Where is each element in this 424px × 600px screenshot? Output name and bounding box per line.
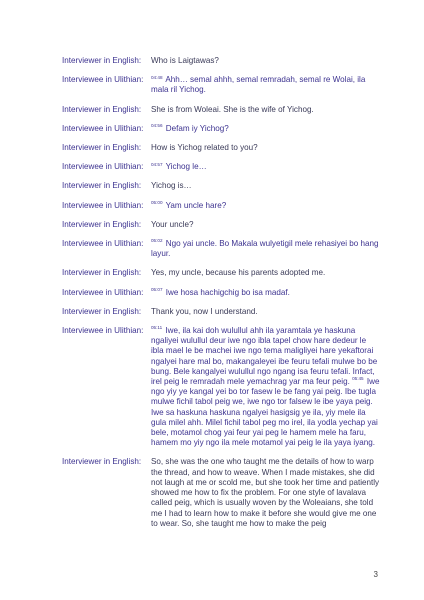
speech-text bbox=[151, 162, 380, 172]
speech-segment: Ahh… semal ahhh, semal remradah, semal re Wolai, ila mala ril Yichog. bbox=[151, 75, 366, 95]
speech-text bbox=[151, 201, 380, 211]
speaker-label: Interviewer in English: bbox=[62, 104, 142, 114]
speech-text bbox=[151, 181, 380, 191]
speech-text bbox=[151, 56, 380, 66]
speaker-label: Interviewee in Ulithian: bbox=[62, 123, 144, 133]
transcript-row bbox=[62, 162, 380, 172]
speech-text bbox=[151, 124, 380, 134]
speech-segment: Yam uncle hare? bbox=[165, 200, 227, 210]
timestamp: 04:57 bbox=[151, 161, 163, 167]
speech-segment: Iwe hosa hachigchig bo isa madaf. bbox=[165, 287, 290, 297]
speech-segment: Iwe, ila kai doh wulullul ahh ila yaramtala ye haskuna ngaliyei wulullul deur iwe ngo ibla tapel chow hare dedeur le ibla mael le be machei iwe ngo tema maligliyei hare yekaftorai ngalyei hare mal bo, makangaleyei ibe feuru tefali mulwe bo be bung. Bele kangalyei wulullul ngo ngang isa feuru tefali. Infact, irel peig le remradah mele yemachrag yar ma feur peig. bbox=[151, 326, 378, 387]
speaker-label: Interviewee in Ulithian: bbox=[62, 75, 144, 85]
speech-segment: She is from Woleai. She is the wife of Yichog. bbox=[151, 104, 314, 114]
speech-segment: Yes, my uncle, because his parents adopted me. bbox=[151, 268, 326, 278]
timestamp: 05:00 bbox=[151, 199, 163, 205]
speech-text bbox=[151, 220, 380, 230]
speaker-label: Interviewee in Ulithian: bbox=[62, 326, 144, 336]
speaker-label: Interviewer in English: bbox=[62, 268, 142, 278]
speech-segment: Defam iy Yichog? bbox=[165, 123, 229, 133]
transcript-row bbox=[62, 268, 380, 278]
transcript-row bbox=[62, 457, 380, 528]
speech-segment: Your uncle? bbox=[151, 219, 194, 229]
timestamp: 05:11 bbox=[151, 325, 163, 331]
timestamp: 05:07 bbox=[151, 286, 163, 292]
transcript-row bbox=[62, 288, 380, 298]
speech-text bbox=[151, 326, 380, 448]
speech-segment: How is Yichog related to you? bbox=[151, 143, 258, 153]
speech-text bbox=[151, 239, 380, 259]
speech-text bbox=[151, 105, 380, 115]
speech-text bbox=[151, 288, 380, 298]
timestamp: 05:02 bbox=[151, 238, 163, 244]
transcript-row bbox=[62, 220, 380, 230]
speech-segment: Who is Laigtawas? bbox=[151, 56, 219, 65]
transcript-row bbox=[62, 326, 380, 448]
transcript bbox=[62, 56, 380, 538]
transcript-row bbox=[62, 75, 380, 95]
transcript-row bbox=[62, 307, 380, 317]
speaker-label: Interviewer in English: bbox=[62, 219, 142, 229]
speech-segment: So, she was the one who taught me the details of how to warp the thread, and how to weave. When I made mistakes, she did not laugh at me or scold me, but she took her time and patiently showed me how to fix the problem. For one style of lavalava called peig, which is usually woven by the Woleaians, she told me I had to learn how to make it before she would give me one to wear. So, she taught me how to make the peig bbox=[151, 457, 380, 528]
speech-segment: Ngo yai uncle. Bo Makala wulyetigil mele rehasiyei bo hang layur. bbox=[151, 239, 379, 259]
page-number: 3 bbox=[373, 570, 378, 579]
speech-text bbox=[151, 307, 380, 317]
speaker-label: Interviewee in Ulithian: bbox=[62, 287, 144, 297]
transcript-row bbox=[62, 181, 380, 191]
speaker-label: Interviewer in English: bbox=[62, 181, 142, 191]
transcript-row bbox=[62, 239, 380, 259]
transcript-row bbox=[62, 201, 380, 211]
transcript-row bbox=[62, 143, 380, 153]
speech-segment: Iwe ngo yiy ye kangal yei bo tor fasew le be fang yai peig. Ibe tugla mulwe fichil tabol peig we, iwe ngo tor falsew le ibe yaya peig. Iwe sa haskuna haskuna ngalyei hasigsig ye ila, yiy mele ila gula milel ahh. Milel fichil tabol peg mo irel, ila yodla yechap yai bele, motamol chog yai feur yai peg le hamem mele ha faru, hamem mo yiy ngo ila mele motamol yai peig le ila yaya iyang. bbox=[151, 377, 380, 448]
speech-text bbox=[151, 143, 380, 153]
speaker-label: Interviewee in Ulithian: bbox=[62, 200, 144, 210]
speaker-label: Interviewer in English: bbox=[62, 457, 142, 467]
speaker-label: Interviewer in English: bbox=[62, 143, 142, 153]
timestamp: 04:48 bbox=[151, 74, 163, 80]
speech-segment: Yichog le… bbox=[165, 162, 207, 172]
transcript-row bbox=[62, 56, 380, 66]
speaker-label: Interviewer in English: bbox=[62, 56, 142, 65]
speech-segment: Thank you, now I understand. bbox=[151, 306, 258, 316]
transcript-row bbox=[62, 124, 380, 134]
speaker-label: Interviewee in Ulithian: bbox=[62, 162, 144, 172]
speech-text bbox=[151, 457, 380, 528]
transcript-row bbox=[62, 105, 380, 115]
speaker-label: Interviewee in Ulithian: bbox=[62, 239, 144, 249]
speech-segment: Yichog is… bbox=[151, 181, 192, 191]
timestamp: 04:56 bbox=[151, 123, 163, 129]
speech-text bbox=[151, 268, 380, 278]
timestamp: 05:45 bbox=[352, 376, 364, 382]
speech-text bbox=[151, 75, 380, 95]
speaker-label: Interviewer in English: bbox=[62, 306, 142, 316]
